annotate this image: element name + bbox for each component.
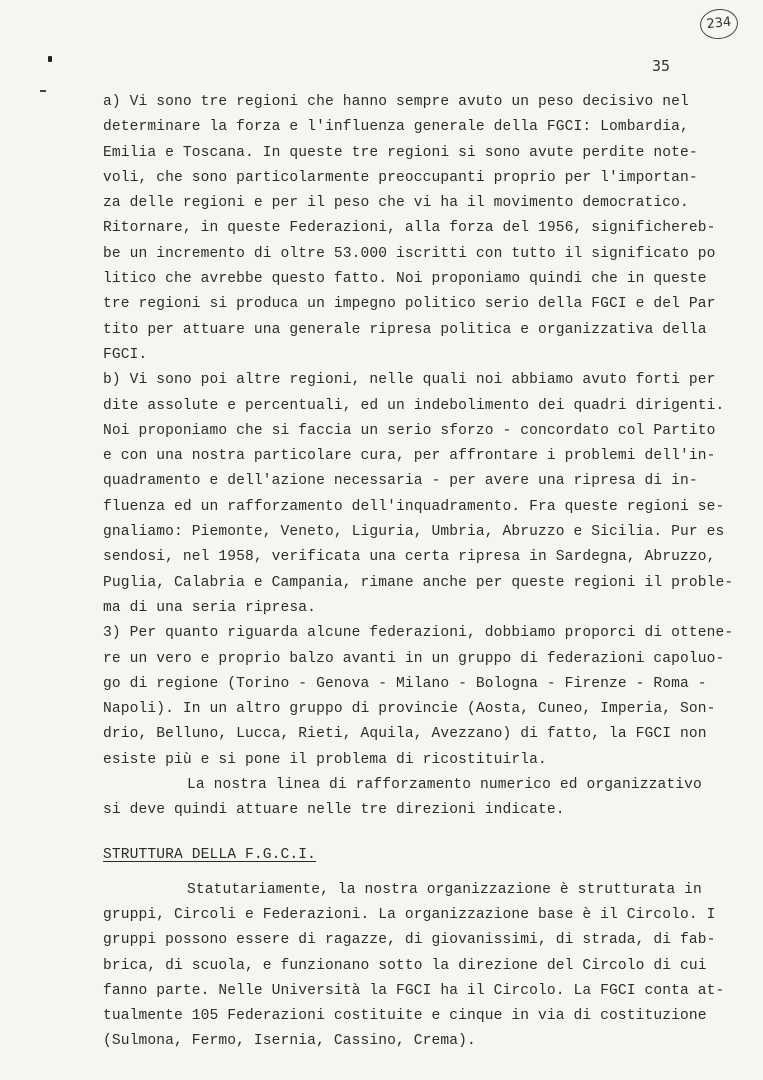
- text-line: dite assolute e percentuali, ed un indebolimento dei quadri dirigenti.: [103, 397, 725, 414]
- text-line: drio, Belluno, Lucca, Rieti, Aquila, Avezzano) di fatto, la FGCI non: [103, 726, 707, 743]
- text-line: quadramento e dell'azione necessaria - per avere una ripresa di in-: [103, 473, 698, 490]
- text-line: sendosi, nel 1958, verificata una certa ripresa in Sardegna, Abruzzo,: [103, 549, 716, 566]
- text-line: litico che avrebbe questo fatto. Noi proponiamo quindi che in queste: [103, 271, 707, 288]
- text-line: gnaliamo: Piemonte, Veneto, Liguria, Umbria, Abruzzo e Sicilia. Pur es: [103, 524, 725, 541]
- text-line: fanno parte. Nelle Università la FGCI ha il Circolo. La FGCI conta at-: [103, 982, 725, 999]
- text-line: re un vero e proprio balzo avanti in un gruppo di federazioni capoluo-: [103, 650, 725, 667]
- text-line: gruppi, Circoli e Federazioni. La organizzazione base è il Circolo. I: [103, 906, 716, 923]
- text-line: ma di una seria ripresa.: [103, 599, 317, 616]
- margin-mark: [48, 56, 52, 62]
- text-line: e con una nostra particolare cura, per affrontare i problemi dell'in-: [103, 448, 716, 465]
- text-line: si deve quindi attuare nelle tre direzioni indicate.: [103, 802, 565, 819]
- text-line: voli, che sono particolarmente preoccupanti proprio per l'importan-: [103, 169, 698, 186]
- text-line: brica, di scuola, e funzionano sotto la direzione del Circolo di cui: [103, 957, 707, 974]
- text-line: tre regioni si produca un impegno politico serio della FGCI e del Par: [103, 296, 716, 313]
- text-line: (Sulmona, Fermo, Isernia, Cassino, Crema).: [103, 1033, 476, 1050]
- text-line: Emilia e Toscana. In queste tre regioni si sono avute perdite note-: [103, 144, 698, 161]
- text-line: be un incremento di oltre 53.000 iscritti con tutto il significato po: [103, 245, 716, 262]
- text-line: determinare la forza e l'influenza generale della FGCI: Lombardia,: [103, 119, 689, 136]
- text-line: a) Vi sono tre regioni che hanno sempre avuto un peso decisivo nel: [103, 94, 689, 110]
- conclusion-paragraph: [103, 773, 738, 824]
- text-line: Puglia, Calabria e Campania, rimane anche per queste regioni il proble-: [103, 574, 734, 591]
- regions-section: [103, 90, 738, 773]
- structure-paragraph: [103, 878, 738, 1055]
- text-line: b) Vi sono poi altre regioni, nelle quali noi abbiamo avuto forti per: [103, 372, 716, 389]
- text-line: esiste più e si pone il problema di ricostituirla.: [103, 751, 547, 768]
- margin-mark: [40, 90, 46, 92]
- page-number: 35: [652, 57, 671, 75]
- text-line: tualmente 105 Federazioni costituite e cinque in via di costituzione: [103, 1008, 707, 1025]
- text-line: Ritornare, in queste Federazioni, alla forza del 1956, significhereb-: [103, 220, 716, 237]
- text-line: Napoli). In un altro gruppo di provincie (Aosta, Cuneo, Imperia, Son-: [103, 701, 716, 718]
- text-line: go di regione (Torino - Genova - Milano - Bologna - Firenze - Roma -: [103, 675, 707, 692]
- section-heading: STRUTTURA DELLA F.G.C.I.: [103, 846, 317, 863]
- text-line: gruppi possono essere di ragazze, di giovanissimi, di strada, di fab-: [103, 932, 716, 949]
- text-line: 3) Per quanto riguarda alcune federazioni, dobbiamo proporci di ottene-: [103, 625, 734, 642]
- text-line: za delle regioni e per il peso che vi ha il movimento democratico.: [103, 195, 689, 212]
- archive-stamp: 234: [699, 7, 740, 41]
- text-line: La nostra linea di rafforzamento numerico ed organizzativo: [187, 777, 702, 794]
- text-line: tito per attuare una generale ripresa politica e organizzativa della: [103, 321, 707, 338]
- body-text: [103, 90, 738, 1055]
- text-line: FGCI.: [103, 346, 148, 363]
- text-line: Statutariamente, la nostra organizzazione è strutturata in: [187, 881, 702, 898]
- text-line: Noi proponiamo che si faccia un serio sforzo - concordato col Partito: [103, 422, 716, 439]
- text-line: fluenza ed un rafforzamento dell'inquadramento. Fra queste regioni se-: [103, 498, 725, 515]
